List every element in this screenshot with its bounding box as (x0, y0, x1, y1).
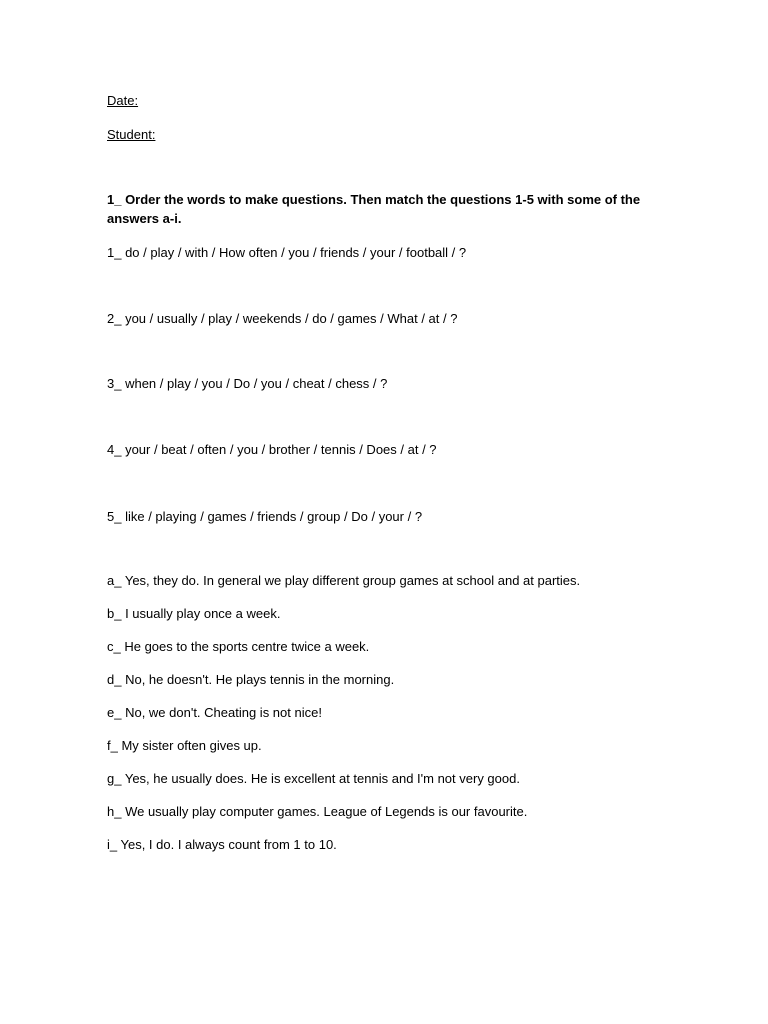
answer-i: i_ Yes, I do. I always count from 1 to 10. (107, 837, 337, 852)
question-5: 5_ like / playing / games / friends / group / Do / your / ? (107, 509, 423, 524)
question-4: 4_ your / beat / often / you / brother / tennis / Does / at / ? (107, 442, 437, 457)
answer-f: f_ My sister often gives up. (107, 738, 262, 753)
answer-g: g_ Yes, he usually does. He is excellent at tennis and I'm not very good. (107, 771, 520, 786)
answer-a: a_ Yes, they do. In general we play different group games at school and at parties. (107, 573, 581, 588)
question-2: 2_ you / usually / play / weekends / do / games / What / at / ? (107, 311, 458, 326)
question-1: 1_ do / play / with / How often / you / friends / your / football / ? (107, 245, 467, 260)
answer-c: c_ He goes to the sports centre twice a week. (107, 639, 370, 654)
exercise-instruction: 1_ Order the words to make questions. Then match the questions 1-5 with some of the answers a-i. (107, 192, 641, 226)
student-label: Student: (107, 127, 156, 142)
date-label: Date: (107, 93, 139, 108)
answer-d: d_ No, he doesn't. He plays tennis in the morning. (107, 672, 395, 687)
answer-b: b_ I usually play once a week. (107, 606, 281, 621)
question-3: 3_ when / play / you / Do / you / cheat / chess / ? (107, 376, 388, 391)
answer-e: e_ No, we don't. Cheating is not nice! (107, 705, 322, 720)
answer-h: h_ We usually play computer games. League of Legends is our favourite. (107, 804, 528, 819)
